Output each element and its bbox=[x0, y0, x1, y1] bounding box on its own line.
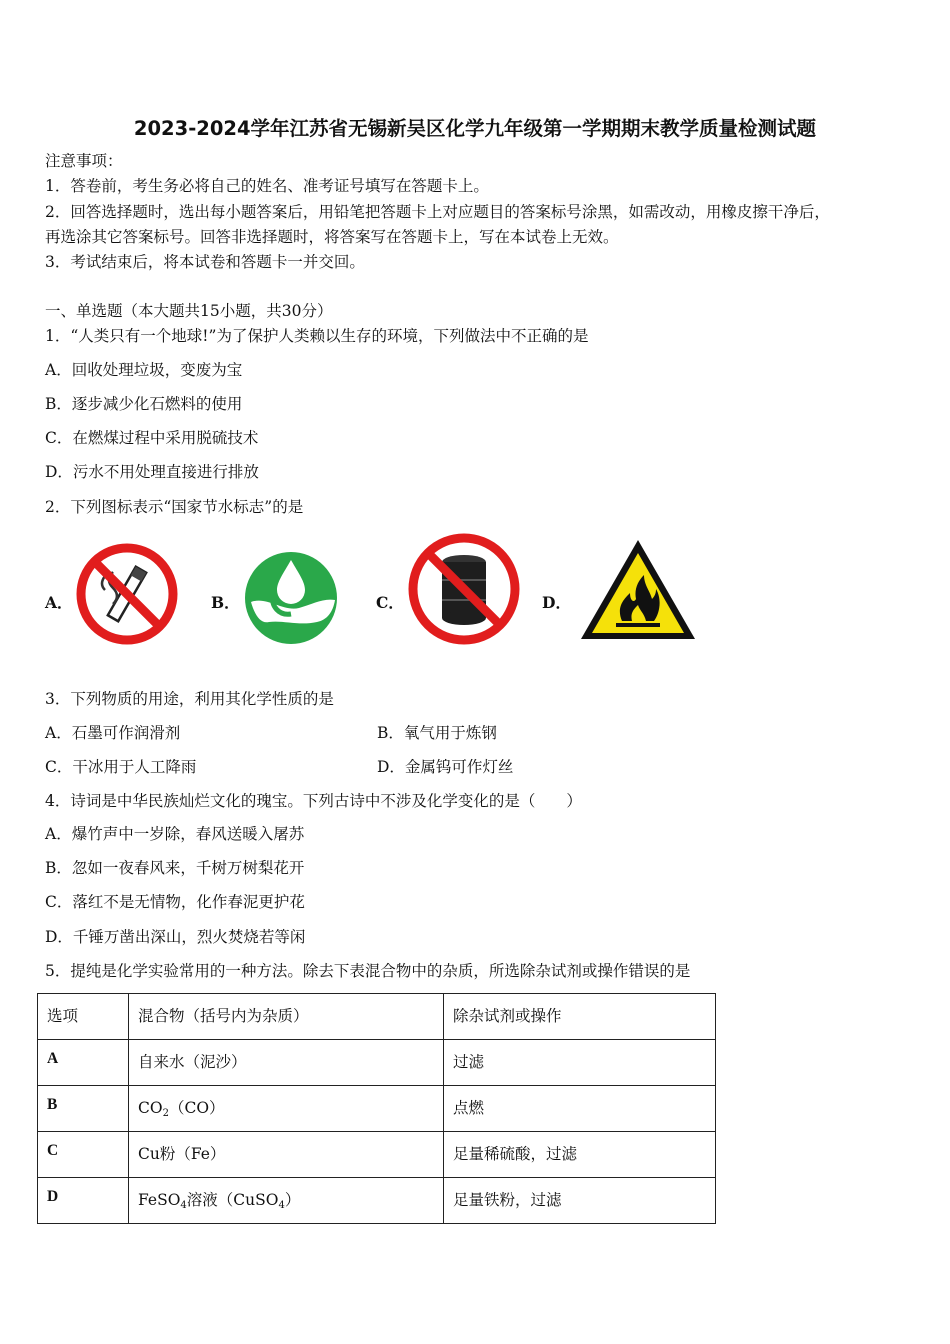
formula-subscript: 4 bbox=[278, 1200, 285, 1211]
no-oil-barrel-icon bbox=[407, 532, 521, 646]
table-cell-mixture bbox=[129, 1178, 444, 1224]
formula-subscript: 4 bbox=[180, 1200, 187, 1211]
q2-label-b: B． bbox=[211, 593, 240, 612]
table-cell-mixture bbox=[129, 1086, 444, 1132]
table-header-row bbox=[38, 994, 716, 1040]
q3-option-b: B．氧气用于炼钢 bbox=[377, 724, 497, 742]
no-smoking-icon bbox=[75, 542, 179, 646]
table-cell-option: A bbox=[38, 1040, 129, 1086]
q5-stem: 5．提纯是化学实验常用的一种方法。除去下表混合物中的杂质，所选除杂试剂或操作错误的是 bbox=[45, 962, 691, 980]
q4-option-b: B．忽如一夜春风来，千树万树梨花开 bbox=[45, 859, 305, 877]
page-title: 2023-2024学年江苏省无锡新吴区化学九年级第一学期期末教学质量检测试题 bbox=[133, 117, 817, 140]
q4-option-a: A．爆竹声中一岁除，春风送暖入屠苏 bbox=[45, 825, 305, 843]
q2-label-d: D． bbox=[542, 593, 571, 612]
table-cell-operation: 点燃 bbox=[444, 1086, 716, 1132]
table-row bbox=[38, 1040, 716, 1086]
q4-option-d: D．千锤万凿出深山，烈火焚烧若等闲 bbox=[45, 928, 306, 946]
q1-option-b: B．逐步减少化石燃料的使用 bbox=[45, 395, 243, 413]
q1-option-c: C．在燃煤过程中采用脱硫技术 bbox=[45, 429, 259, 447]
q1-stem: 1．“人类只有一个地球!”为了保护人类赖以生存的环境，下列做法中不正确的是 bbox=[45, 327, 589, 345]
q5-table bbox=[37, 993, 716, 1224]
q2-label-a: A． bbox=[45, 593, 73, 612]
q2-label-c: C． bbox=[376, 593, 404, 612]
table-cell-operation: 足量铁粉，过滤 bbox=[444, 1178, 716, 1224]
q1-option-a: A．回收处理垃圾，变废为宝 bbox=[45, 361, 243, 379]
table-row bbox=[38, 1178, 716, 1224]
table-cell-option: C bbox=[38, 1132, 129, 1178]
q3-option-a: A．石墨可作润滑剂 bbox=[45, 724, 181, 742]
notice-line-4: 3．考试结束后，将本试卷和答题卡一并交回。 bbox=[45, 253, 365, 271]
notice-line-1: 1．答卷前，考生务必将自己的姓名、准考证号填写在答题卡上。 bbox=[45, 177, 489, 195]
formula-subscript: 2 bbox=[162, 1108, 169, 1119]
table-cell-option: D bbox=[38, 1178, 129, 1224]
q3-option-c: C．干冰用于人工降雨 bbox=[45, 758, 197, 776]
table-cell-operation: 足量稀硫酸，过滤 bbox=[444, 1132, 716, 1178]
formula-text: FeSO bbox=[138, 1191, 181, 1209]
formula-text: CO bbox=[138, 1099, 163, 1117]
table-row bbox=[38, 1086, 716, 1132]
q1-option-d: D．污水不用处理直接进行排放 bbox=[45, 463, 259, 481]
notice-line-2: 2．回答选择题时，选出每小题答案后，用铅笔把答题卡上对应题目的答案标号涂黑，如需改动，用橡皮擦干净后， bbox=[45, 203, 830, 221]
table-cell-mixture: Cu粉（Fe） bbox=[129, 1132, 444, 1178]
q3-stem: 3．下列物质的用途，利用其化学性质的是 bbox=[45, 690, 334, 708]
formula-text: ） bbox=[284, 1191, 301, 1209]
water-saving-icon bbox=[243, 550, 339, 646]
q4-stem: 4．诗词是中华民族灿烂文化的瑰宝。下列古诗中不涉及化学变化的是（ ） bbox=[45, 792, 582, 810]
q4-option-c: C．落红不是无情物，化作春泥更护花 bbox=[45, 893, 305, 911]
table-row bbox=[38, 1132, 716, 1178]
q2-stem: 2．下列图标表示“国家节水标志”的是 bbox=[45, 498, 304, 516]
q3-option-d: D．金属钨可作灯丝 bbox=[377, 758, 514, 776]
table-cell-mixture: 自来水（泥沙） bbox=[129, 1040, 444, 1086]
table-header-cell: 选项 bbox=[38, 994, 129, 1040]
formula-text: （CO） bbox=[168, 1099, 225, 1117]
table-header-cell: 除杂试剂或操作 bbox=[444, 994, 716, 1040]
notice-line-3: 再选涂其它答案标号。回答非选择题时，将答案写在答题卡上，写在本试卷上无效。 bbox=[45, 228, 619, 246]
table-cell-option: B bbox=[38, 1086, 129, 1132]
section-heading: 一、单选题（本大题共15小题，共30分） bbox=[45, 302, 333, 320]
flammable-warning-icon bbox=[578, 537, 698, 643]
formula-text: 溶液（CuSO bbox=[186, 1191, 279, 1209]
table-header-cell: 混合物（括号内为杂质） bbox=[129, 994, 444, 1040]
notice-heading: 注意事项： bbox=[45, 152, 123, 170]
table-cell-operation: 过滤 bbox=[444, 1040, 716, 1086]
